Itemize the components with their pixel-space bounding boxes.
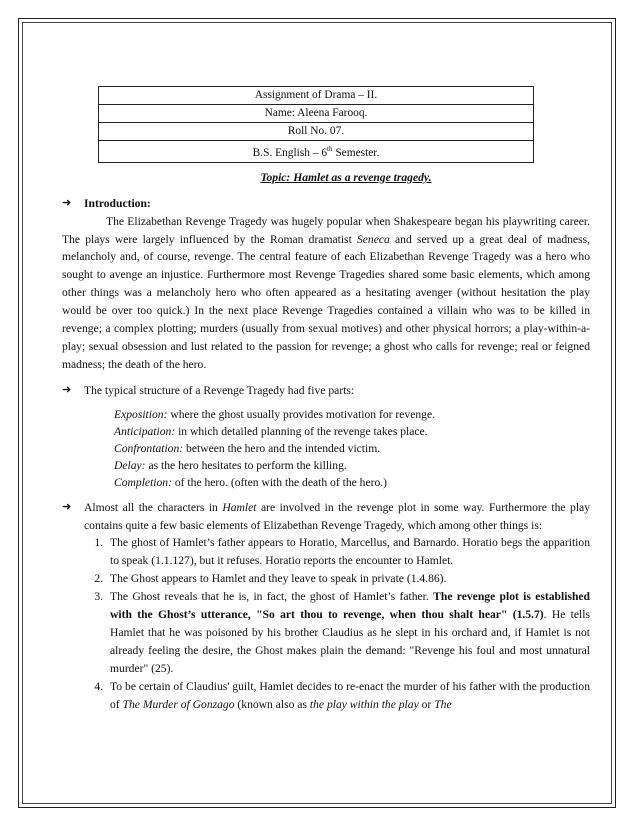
characters-lead: Almost all the characters in Hamlet are involved in the revenge plot in some way. Furthermore the play contains quite a few basic elements of Elizabethan Revenge Tragedy, which among other things is:: [84, 500, 590, 532]
structure-part: Completion: of the hero. (often with the death of the hero.): [114, 475, 388, 489]
bullet-arrow-icon: ➜: [62, 500, 72, 513]
student-name: Name: Aleena Farooq.: [99, 105, 534, 123]
characters-section: [62, 499, 590, 714]
document-page: [62, 86, 590, 714]
list-item: 4. To be certain of Claudius' guilt, Hamlet decides to re-enact the murder of his father with the production of The Murder of Gonzago (known also as the play within the play or The: [106, 678, 590, 714]
intro-paragraph: The Elizabethan Revenge Tragedy was hugely popular when Shakespeare began his playwriting career. The plays were largely influenced by the Roman dramatist Seneca and served up a great deal of madness, melancholy and, of course, revenge. The central feature of each Elizabethan Revenge Tragedy was a hero who sought to avenge an injustice. Furthermore most Revenge Tragedies shared some basic elements, which among other things was a melancholy hero who often appeared as a hesitating avenger (without hesitation the play would be over too quick.) In the next place Revenge Tragedies contained a villain who was to be killed in revenge; a complex plotting; murders (usually from sexual motives) and other physical horrors; a play-within-a-play; sexual obsession and lust related to the passion for revenge; a ghost who calls for revenge; real or feigned madness; the death of the hero.: [62, 214, 591, 371]
bullet-arrow-icon: ➜: [62, 196, 72, 209]
structure-lead-line: [62, 382, 590, 400]
semester: B.S. English – 6th Semester.: [99, 141, 534, 163]
structure-lead: The typical structure of a Revenge Tragedy had five parts:: [84, 383, 355, 397]
assignment-title: Assignment of Drama – II.: [99, 87, 534, 105]
intro-heading-line: [62, 195, 590, 213]
list-item: 1. The ghost of Hamlet’s father appears to Horatio, Marcellus, and Barnardo. Horatio begs the apparition to speak (1.1.127), but it refuses. Horatio reports the encounter to Hamlet.: [106, 534, 590, 570]
list-item: 3. The Ghost reveals that he is, in fact, the ghost of Hamlet’s father. The revenge plot is established with the Ghost’s utterance, "So art thou to revenge, when thou shalt hear" (1.5.7). He tells Hamlet that he was poisoned by his brother Claudius as he slept in his orchard and, if Hamlet is not already feeling the desire, the Ghost makes plain the demand: "Revenge his foul and most unnatural murder" (25).: [106, 588, 590, 678]
intro-heading: Introduction:: [84, 196, 151, 210]
characters-list: [84, 534, 590, 713]
list-item: 2. The Ghost appears to Hamlet and they leave to speak in private (1.4.86).: [106, 570, 590, 588]
roll-number: Roll No. 07.: [99, 123, 534, 141]
topic-heading: Topic: Hamlet as a revenge tragedy.: [260, 170, 432, 184]
assignment-info-table: [98, 86, 534, 163]
structure-parts-list: [114, 406, 590, 491]
structure-part: Delay: as the hero hesitates to perform the killing.: [114, 458, 347, 472]
bullet-arrow-icon: ➜: [62, 383, 72, 396]
structure-part: Confrontation: between the hero and the intended victim.: [114, 441, 381, 455]
structure-part: Anticipation: in which detailed planning of the revenge takes place.: [114, 424, 428, 438]
structure-part: Exposition: where the ghost usually provides motivation for revenge.: [114, 407, 436, 421]
